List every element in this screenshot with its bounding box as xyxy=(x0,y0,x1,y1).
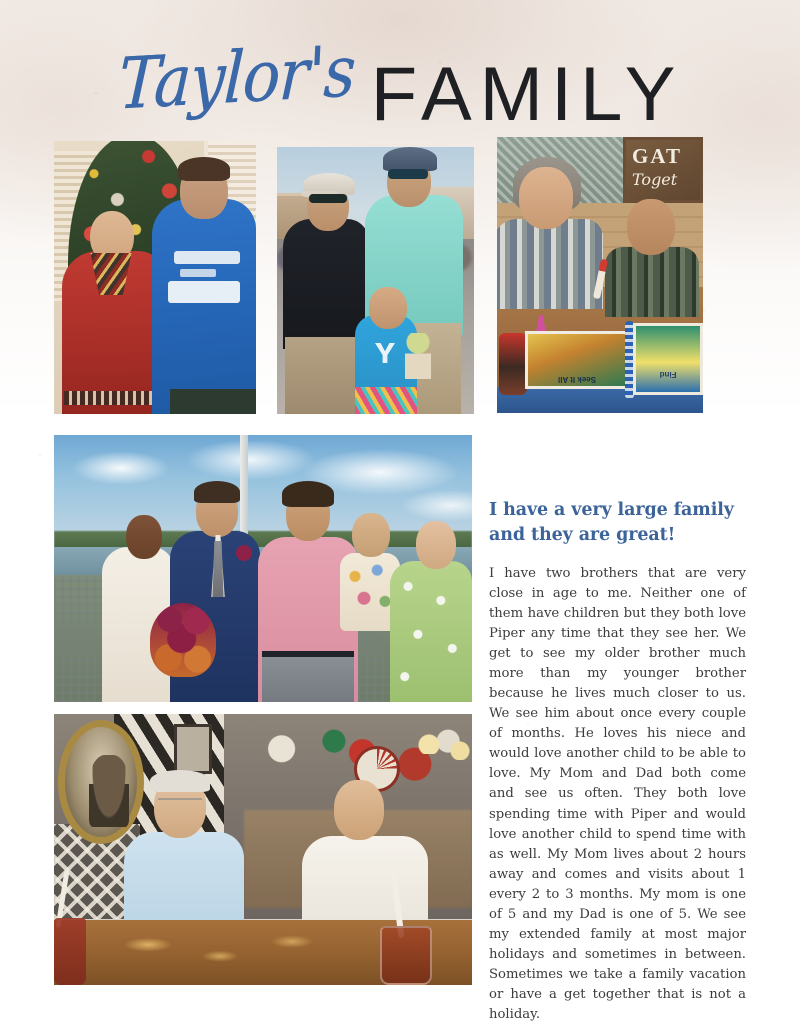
photo5-man-glasses-icon xyxy=(158,798,202,809)
photo5-drink-glass-left xyxy=(54,918,86,985)
photo4-bride-face xyxy=(126,515,162,559)
photo1-shirt-text-line3 xyxy=(168,281,240,303)
photo5-man-hair xyxy=(150,770,210,792)
photo1-woman-belt xyxy=(64,391,160,405)
photo1-man-hair xyxy=(178,157,230,181)
title-script-taylors: Taylor's xyxy=(116,28,357,126)
photo-grandparents-restaurant xyxy=(54,714,472,985)
photo5-wall-frame xyxy=(174,724,212,774)
photo2-man2-sunglasses xyxy=(388,169,428,179)
photo5-pendant-lamp-2 xyxy=(448,730,472,760)
photo2-girl-skirt xyxy=(355,387,417,414)
photo5-pendant-lamp-1 xyxy=(416,724,442,754)
photo3-woman-plaid-shirt xyxy=(497,219,603,309)
photo1-shirt-text-line1 xyxy=(174,251,240,264)
page-title xyxy=(0,28,800,138)
photo4-woman-polkadot-dress xyxy=(390,561,472,702)
article-column xyxy=(489,498,746,1025)
photo2-flower-bouquet xyxy=(405,333,431,379)
photo-christmas-couple xyxy=(54,141,256,414)
photo-grandmother-and-girl xyxy=(497,137,703,413)
photo3-toy-figure xyxy=(499,333,527,395)
photo4-groom-hair xyxy=(194,481,240,503)
photo3-girl-face xyxy=(627,199,675,255)
photo3-sign-line1: GAT xyxy=(632,144,682,168)
photo1-man-jeans xyxy=(170,389,256,414)
photo4-man-trousers xyxy=(262,657,354,702)
photo4-boutonniere xyxy=(236,545,252,561)
article-body: I have two brothers that are very close in age to me. Neither one of them have children but they both love Piper any time that they see her. We get to see my older brother much more than my younger brother because he lives much closer to us. We see him about once every couple of months. He loves his niece and would love another child to be able to love. My Mom and Dad both come and see us often. They both love spending time with Piper and would love another child to spend time with as well. My Mom lives about 2 hours away and comes and visits about 1 every 2 to 3 months. My mom is one of 5 and my Dad is one of 5. We see my extended family at most major holidays and sometimes in between. Sometimes we take a family vacation or have a get together that is not a holiday. xyxy=(489,565,746,1023)
photo1-shirt-text-line2 xyxy=(180,269,216,277)
photo4-toddler-face xyxy=(352,513,390,557)
photo5-oval-portrait xyxy=(58,720,144,844)
photo3-book1-label: Seek It All xyxy=(558,375,596,384)
photo4-man-hair xyxy=(282,481,334,507)
photo-festival-trio xyxy=(277,147,474,414)
article-heading: I have a very large family and they are great! xyxy=(489,500,734,546)
photo5-table-light-reflections xyxy=(94,926,394,978)
photo-wedding-group xyxy=(54,435,472,702)
photo2-man2-cap xyxy=(383,147,437,171)
photo1-man-tshirt xyxy=(152,199,256,414)
photo3-woman-face xyxy=(519,167,573,229)
photo5-portrait-figure xyxy=(89,755,129,827)
photo3-activity-book-right xyxy=(633,323,703,395)
photo3-activity-book-left xyxy=(525,331,629,389)
title-block-family: FAMILY xyxy=(370,52,684,138)
photo2-man1-sunglasses xyxy=(309,194,347,203)
photo4-woman-face xyxy=(416,521,456,569)
photo3-sign-line2: Toget xyxy=(632,170,678,189)
photo3-book2-label: Find xyxy=(659,370,677,379)
photo3-girl-plaid-shirt xyxy=(605,247,699,317)
photo5-woman-face xyxy=(334,780,384,840)
photo4-rose-bouquet xyxy=(150,603,216,677)
page-header xyxy=(0,28,800,138)
photo4-clouds xyxy=(54,441,472,545)
photo5-drink-glass-right xyxy=(380,926,432,985)
photo2-girl-face xyxy=(369,287,407,329)
photo3-wooden-sign xyxy=(623,137,703,203)
